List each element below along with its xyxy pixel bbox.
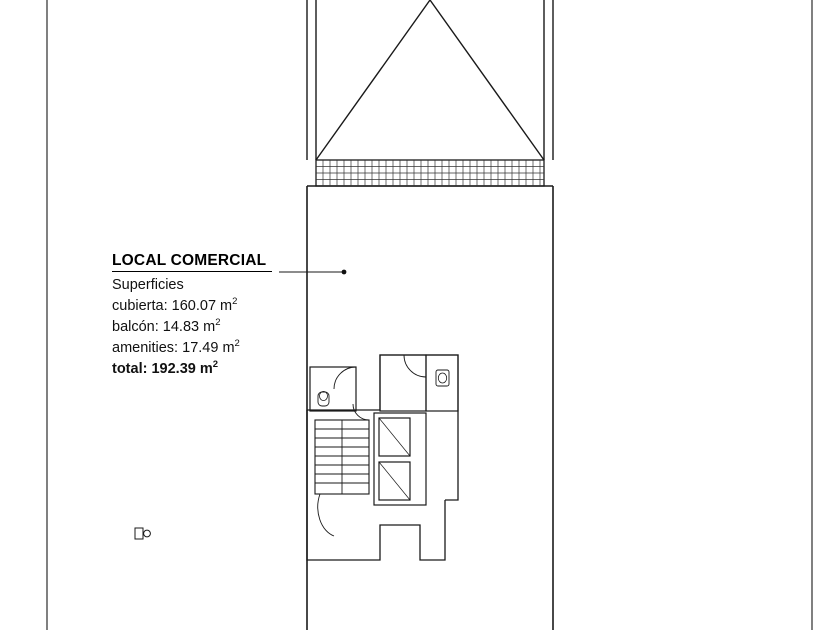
- stair-core: [315, 404, 369, 536]
- area-value-cubierta: 160.07: [171, 298, 217, 314]
- area-value-amenities: 17.49: [182, 340, 219, 356]
- area-exp-balcon: 2: [215, 317, 221, 329]
- area-value-balcon: 14.83: [162, 319, 200, 335]
- area-exp-amenities: 2: [234, 338, 240, 350]
- area-row-total: [112, 359, 312, 380]
- area-unit-balcon: m: [203, 319, 216, 335]
- area-unit-amenities: m: [222, 340, 235, 356]
- area-label-amenities: amenities:: [112, 340, 179, 356]
- furniture-symbol: [135, 528, 150, 539]
- toilet-room-left: [310, 367, 356, 411]
- upper-walls: [307, 0, 553, 160]
- area-label-cubierta: cubierta:: [112, 298, 168, 314]
- area-row-cubierta: [112, 296, 312, 317]
- door-swing-right: [404, 355, 426, 377]
- balcony-hatch-band: [316, 160, 544, 186]
- area-row-balcon: [112, 317, 312, 338]
- area-label-total: total:: [112, 361, 148, 377]
- surfaces-subtitle: Superficies: [112, 277, 184, 293]
- area-unit-total: m: [199, 361, 213, 377]
- core-block: [307, 355, 458, 560]
- area-unit-cubierta: m: [220, 298, 233, 314]
- title-underline: [112, 271, 272, 272]
- unit-annotation-block: [112, 252, 312, 380]
- area-exp-cubierta: 2: [232, 296, 238, 308]
- elevator-group: [374, 413, 426, 505]
- building-outline: [307, 186, 553, 630]
- area-row-amenities: [112, 338, 312, 359]
- toilet-room-right: [380, 355, 426, 411]
- area-label-balcon: balcón:: [112, 319, 159, 335]
- balcony-triangle: [316, 0, 544, 160]
- area-exp-total: 2: [212, 359, 219, 371]
- unit-title: LOCAL COMERCIAL: [112, 252, 267, 269]
- door-swing-left: [334, 367, 356, 389]
- area-value-total: 192.39: [151, 361, 196, 377]
- leader-dot: [342, 270, 347, 275]
